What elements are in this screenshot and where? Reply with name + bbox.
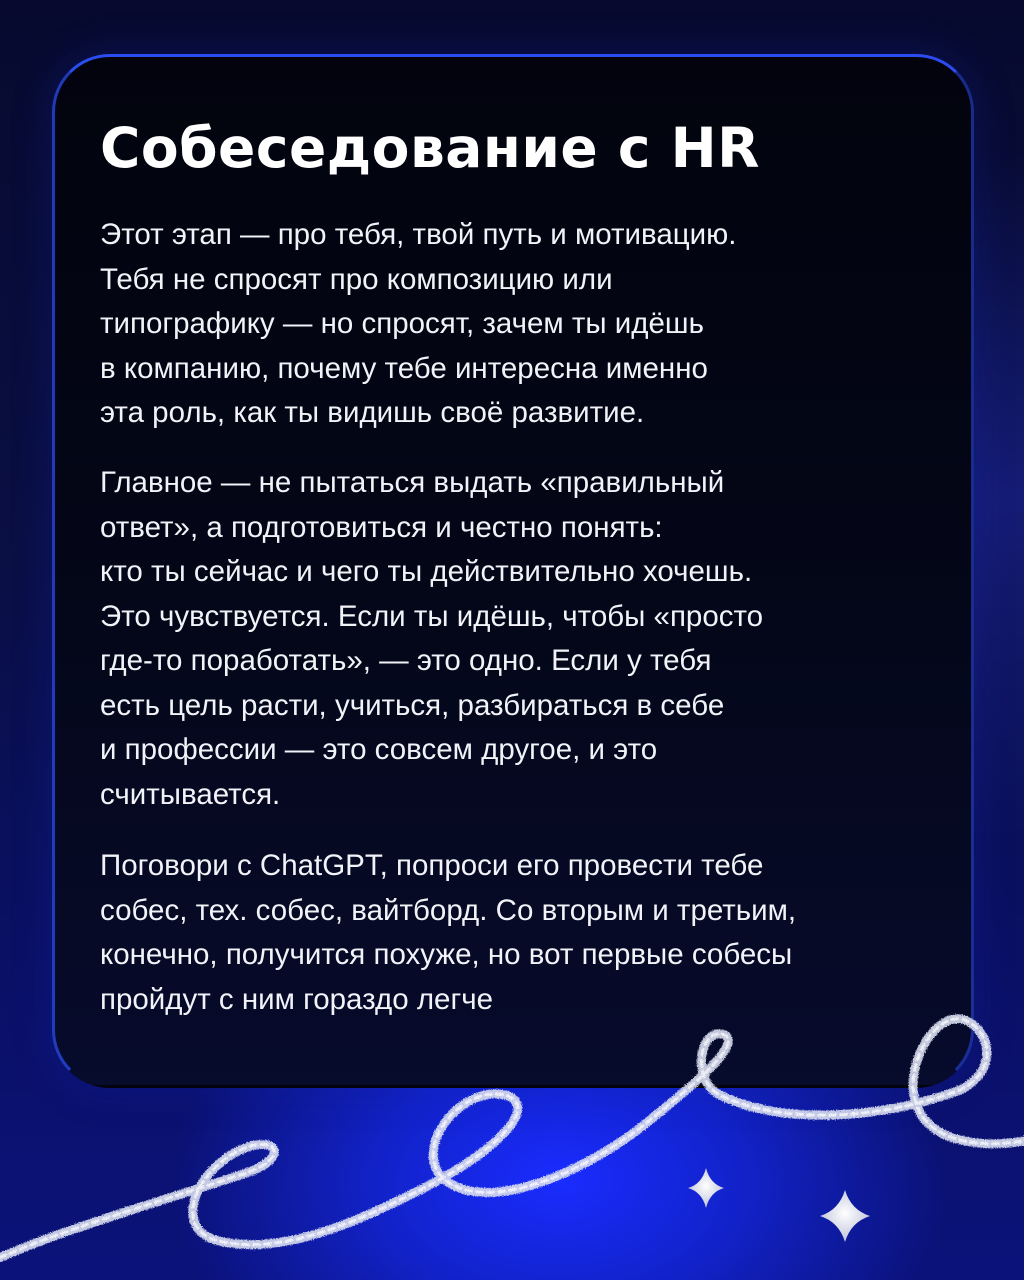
slide-title: Собеседование с HR xyxy=(100,116,761,180)
text-line: конечно, получится похуже, но вот первые собесы xyxy=(100,938,793,971)
text-line: Тебя не спросят про композицию или xyxy=(100,262,613,296)
text-line: кто ты сейчас и чего ты действительно хочешь. xyxy=(100,555,753,588)
sparkle-icon xyxy=(820,1190,870,1242)
text-line: и профессии — это совсем другое, и это xyxy=(100,733,658,766)
text-line: пройдут с ним гораздо легче xyxy=(100,982,493,1016)
text-line: Этот этап — про тебя, твой путь и мотивацию. xyxy=(100,218,737,251)
paragraph-main xyxy=(100,461,940,817)
paragraph-advice xyxy=(100,844,940,1022)
text-line: Поговори с ChatGPT, попроси его провести тебе xyxy=(100,849,764,882)
sparkle-icon xyxy=(688,1168,724,1208)
text-line: типографику — но спросят, зачем ты идёшь xyxy=(100,307,704,340)
text-line: Это чувствуется. Если ты идёшь, чтобы «просто xyxy=(100,599,764,633)
text-line: Главное — не пытаться выдать «правильный xyxy=(100,466,725,499)
text-line: собес, тех. собес, вайтборд. Со вторым и третьим, xyxy=(100,893,797,927)
paragraph-intro xyxy=(100,213,940,436)
text-line: ответ», а подготовиться и честно понять: xyxy=(100,510,663,544)
text-line: есть цель расти, учиться, разбираться в себе xyxy=(100,688,725,722)
text-line: считывается. xyxy=(100,777,281,811)
text-line: в компанию, почему тебе интересна именно xyxy=(100,351,708,385)
text-line: где-то поработать», — это одно. Если у тебя xyxy=(100,644,712,677)
text-line: эта роль, как ты видишь своё развитие. xyxy=(100,396,645,429)
